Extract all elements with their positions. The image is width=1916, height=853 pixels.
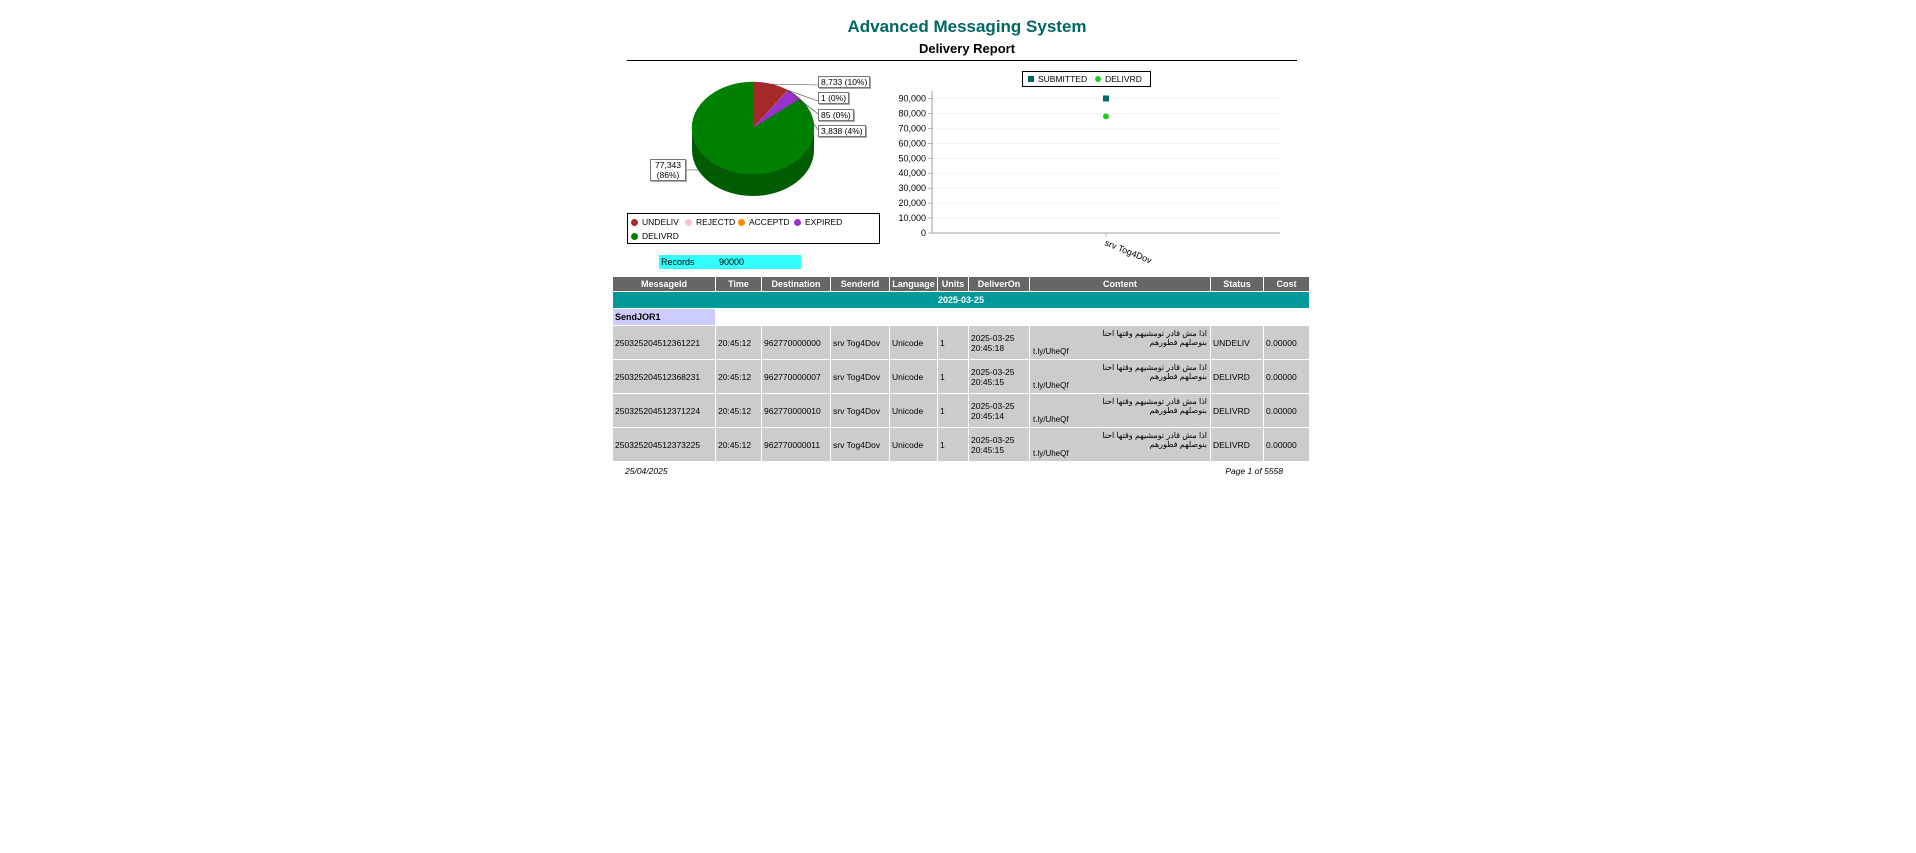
cell-content — [1030, 428, 1210, 461]
cell-cost: 0.00000 — [1264, 394, 1309, 427]
content-link[interactable]: t.ly/UheQf — [1033, 347, 1069, 356]
legend-dot-undeliv — [631, 219, 638, 226]
legend-item-expired — [794, 217, 842, 227]
cell-units: 1 — [938, 326, 968, 359]
sender-scatter-chart — [880, 85, 1290, 275]
col-header-content[interactable]: Content — [1030, 277, 1210, 291]
x-tick-label: srv Tog4Dov — [1103, 237, 1154, 266]
content-line-2: بنوصلهم فطورهم — [1149, 440, 1207, 449]
legend-item-submitted — [1028, 74, 1087, 84]
col-header-deliveron[interactable]: DeliverOn — [969, 277, 1029, 291]
pie-label-undeliv: 8,733 (10%) — [818, 76, 870, 88]
point-submitted[interactable] — [1103, 95, 1109, 101]
cell-deliver-on: 2025-03-25 20:45:15 — [969, 360, 1029, 393]
col-header-status[interactable]: Status — [1211, 277, 1263, 291]
cell-message-id: 250325204512371224 — [613, 394, 715, 427]
plot-area — [932, 91, 1280, 233]
date-group-row — [613, 292, 1309, 308]
content-link[interactable]: t.ly/UheQf — [1033, 381, 1069, 390]
pie-label-acceptd: 85 (0%) — [818, 109, 854, 121]
cell-language: Unicode — [890, 326, 937, 359]
cell-cost: 0.00000 — [1264, 360, 1309, 393]
legend-marker-delivrd — [1095, 76, 1101, 82]
cell-deliver-on: 2025-03-25 20:45:18 — [969, 326, 1029, 359]
legend-label-acceptd: ACCEPTD — [749, 217, 790, 227]
cell-sender-id: srv Tog4Dov — [831, 394, 889, 427]
y-tick-label: 70,000 — [898, 123, 926, 134]
cell-cost: 0.00000 — [1264, 428, 1309, 461]
col-header-language[interactable]: Language — [890, 277, 937, 291]
pie-label-delivrd — [650, 159, 686, 181]
legend-dot-rejectd — [685, 219, 692, 226]
cell-sender-id: srv Tog4Dov — [831, 360, 889, 393]
content-line-2: بنوصلهم فطورهم — [1149, 372, 1207, 381]
cell-content — [1030, 360, 1210, 393]
cell-message-id: 250325204512361221 — [613, 326, 715, 359]
legend-item-delivrd-series — [1095, 74, 1142, 84]
col-header-time[interactable]: Time — [716, 277, 761, 291]
content-line-1: اذا مش قادر تومشيهم وقتها احنا — [1102, 431, 1207, 440]
col-header-units[interactable]: Units — [938, 277, 968, 291]
cell-status: DELIVRD — [1211, 394, 1263, 427]
col-header-senderid[interactable]: SenderId — [831, 277, 889, 291]
cell-status: DELIVRD — [1211, 360, 1263, 393]
legend-dot-acceptd — [738, 219, 745, 226]
y-tick-label: 0 — [920, 228, 926, 238]
cell-destination: 962770000000 — [762, 326, 830, 359]
cell-time: 20:45:12 — [716, 326, 761, 359]
legend-label-delivrd-series: DELIVRD — [1105, 74, 1142, 84]
legend-item-acceptd — [738, 217, 790, 227]
messages-table — [612, 276, 1310, 462]
date-group-label: 2025-03-25 — [613, 292, 1309, 308]
footer-date: 25/04/2025 — [625, 466, 668, 476]
cell-time: 20:45:12 — [716, 360, 761, 393]
cell-destination: 962770000010 — [762, 394, 830, 427]
table-row[interactable] — [613, 326, 1309, 359]
cell-time: 20:45:12 — [716, 394, 761, 427]
cell-message-id: 250325204512368231 — [613, 360, 715, 393]
content-line-2: بنوصلهم فطورهم — [1149, 338, 1207, 347]
cell-units: 1 — [938, 428, 968, 461]
legend-marker-submitted — [1028, 76, 1034, 82]
pie-label-expired: 3,838 (4%) — [818, 125, 866, 137]
col-header-cost[interactable]: Cost — [1264, 277, 1309, 291]
cell-language: Unicode — [890, 360, 937, 393]
legend-label-delivrd: DELIVRD — [642, 231, 679, 241]
pie-label-delivrd-text: 77,343 (86%) — [655, 160, 681, 180]
legend-label-rejectd: REJECTD — [696, 217, 736, 227]
cell-destination: 962770000007 — [762, 360, 830, 393]
y-tick-label: 20,000 — [898, 198, 926, 209]
cell-time: 20:45:12 — [716, 428, 761, 461]
y-tick-label: 50,000 — [898, 153, 926, 164]
content-line-1: اذا مش قادر تومشيهم وقتها احنا — [1102, 363, 1207, 372]
report-subtitle: Delivery Report — [918, 41, 1016, 56]
cell-deliver-on: 2025-03-25 20:45:15 — [969, 428, 1029, 461]
col-header-destination[interactable]: Destination — [762, 277, 830, 291]
legend-item-undeliv — [631, 217, 679, 227]
footer-page-indicator: Page 1 of 5558 — [1225, 466, 1283, 476]
cell-message-id: 250325204512373225 — [613, 428, 715, 461]
y-tick-label: 80,000 — [898, 108, 926, 119]
legend-label-undeliv: UNDELIV — [642, 217, 679, 227]
y-tick-label: 30,000 — [898, 183, 926, 194]
cell-units: 1 — [938, 394, 968, 427]
cell-units: 1 — [938, 360, 968, 393]
pie-legend — [627, 213, 880, 244]
y-tick-label: 60,000 — [898, 138, 926, 149]
table-row[interactable] — [613, 394, 1309, 427]
cell-status: UNDELIV — [1211, 326, 1263, 359]
cell-deliver-on: 2025-03-25 20:45:14 — [969, 394, 1029, 427]
legend-item-rejectd — [685, 217, 735, 227]
content-link[interactable]: t.ly/UheQf — [1033, 449, 1069, 458]
col-header-messageid[interactable]: MessageId — [613, 277, 715, 291]
table-row[interactable] — [613, 428, 1309, 461]
content-link[interactable]: t.ly/UheQf — [1033, 415, 1069, 424]
title-divider — [627, 60, 1297, 61]
sender-group-row — [613, 309, 1309, 325]
y-tick-label: 10,000 — [898, 213, 926, 224]
content-line-1: اذا مش قادر تومشيهم وقتها احنا — [1102, 329, 1207, 338]
table-header-row — [613, 277, 1309, 291]
cell-cost: 0.00000 — [1264, 326, 1309, 359]
table-row[interactable] — [613, 360, 1309, 393]
sender-group-label: SendJOR1 — [613, 309, 715, 325]
report-title: Advanced Messaging System — [847, 17, 1087, 36]
content-line-2: بنوصلهم فطورهم — [1149, 406, 1207, 415]
cell-language: Unicode — [890, 428, 937, 461]
status-pie-chart — [627, 68, 887, 208]
legend-label-expired: EXPIRED — [805, 217, 843, 227]
point-delivrd[interactable] — [1103, 113, 1109, 119]
y-tick-label: 40,000 — [898, 168, 926, 179]
cell-sender-id: srv Tog4Dov — [831, 326, 889, 359]
cell-destination: 962770000011 — [762, 428, 830, 461]
y-tick-label: 90,000 — [898, 93, 926, 104]
pie-leader-undeliv — [771, 84, 818, 85]
legend-dot-delivrd — [631, 233, 638, 240]
pie-label-rejectd: 1 (0%) — [818, 92, 849, 104]
records-label: Records — [659, 255, 717, 269]
legend-dot-expired — [794, 219, 801, 226]
cell-language: Unicode — [890, 394, 937, 427]
legend-item-delivrd — [631, 231, 679, 241]
cell-content — [1030, 326, 1210, 359]
cell-status: DELIVRD — [1211, 428, 1263, 461]
records-value: 90000 — [717, 255, 801, 269]
sender-group-spacer — [716, 309, 1309, 325]
cell-sender-id: srv Tog4Dov — [831, 428, 889, 461]
cell-content — [1030, 394, 1210, 427]
legend-label-submitted: SUBMITTED — [1038, 74, 1088, 84]
content-line-1: اذا مش قادر تومشيهم وقتها احنا — [1102, 397, 1207, 406]
